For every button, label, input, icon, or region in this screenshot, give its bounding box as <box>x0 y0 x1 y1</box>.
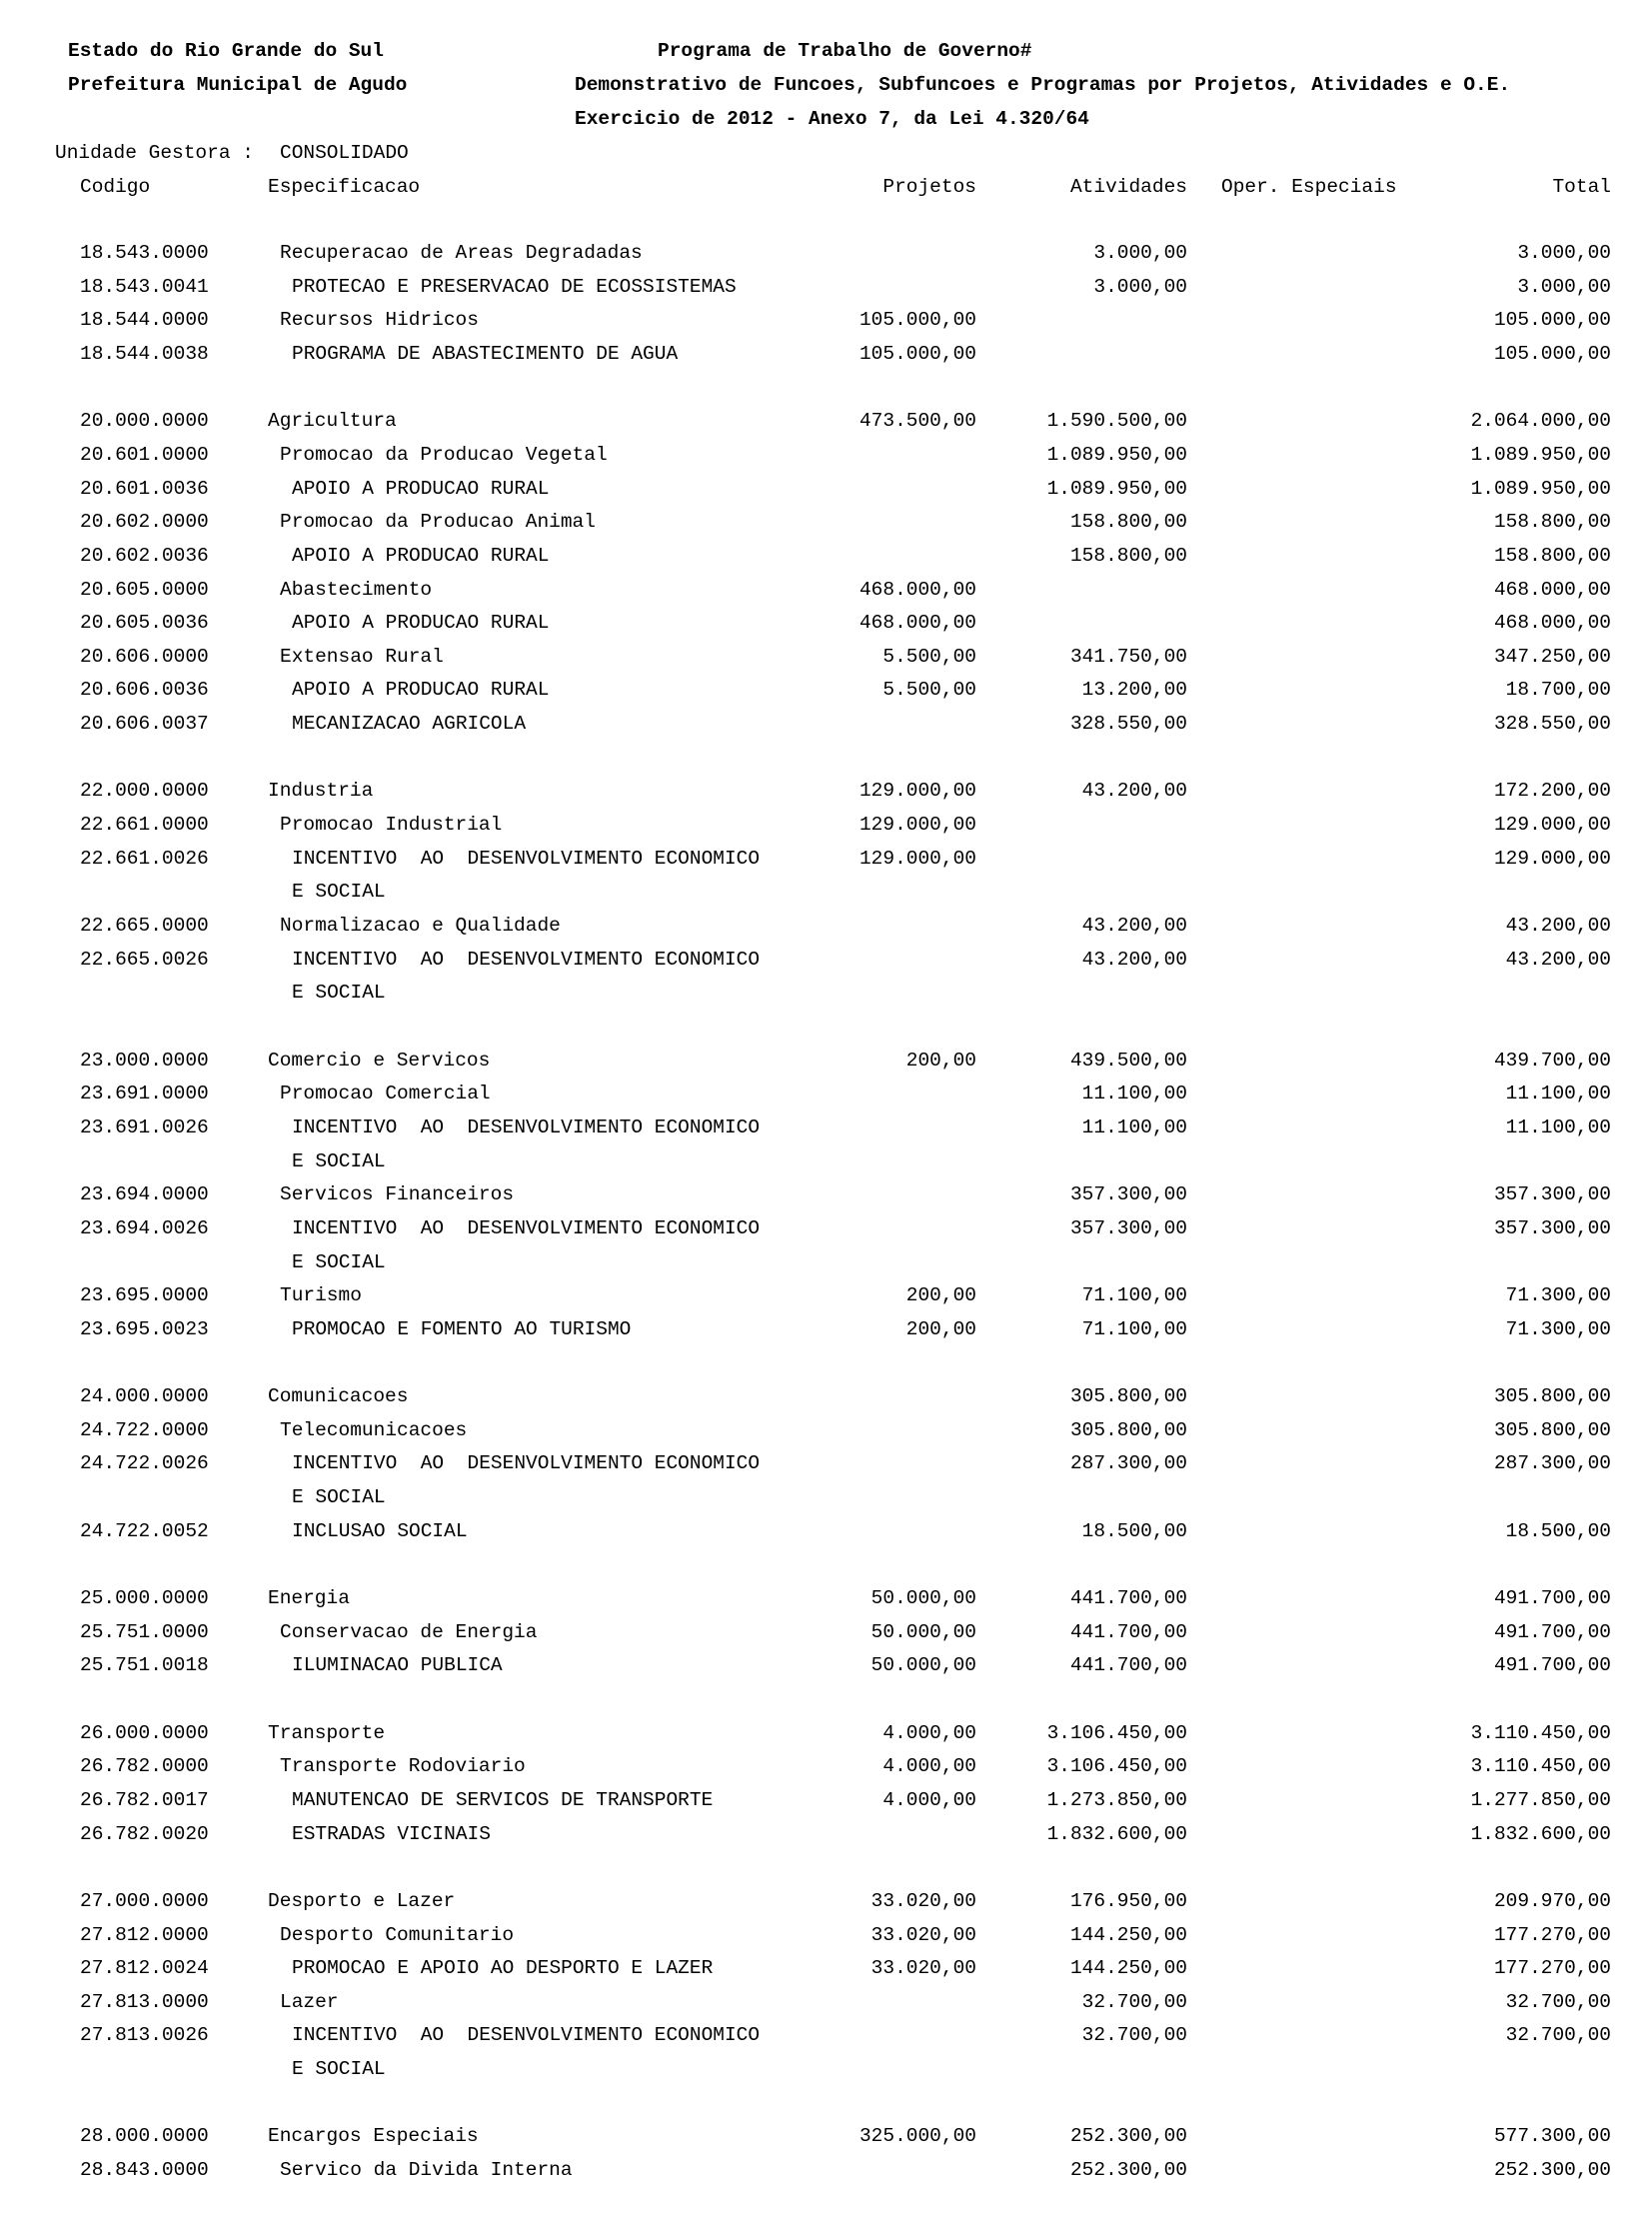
cell-projects: 325.000,00 <box>858 2125 976 2148</box>
cell-code: 27.000.0000 <box>80 1889 209 1912</box>
cell-code: 22.665.0000 <box>80 915 209 937</box>
cell-code: 24.000.0000 <box>80 1385 209 1408</box>
table-row <box>0 1150 1652 1184</box>
cell-activities: 43.200,00 <box>1081 780 1187 803</box>
cell-total: 1.832.600,00 <box>1470 1822 1611 1845</box>
table-row <box>0 511 1652 545</box>
table-row <box>0 377 1652 411</box>
cell-activities: 1.590.500,00 <box>1046 410 1187 433</box>
cell-activities: 43.200,00 <box>1081 915 1187 937</box>
cell-activities: 441.700,00 <box>1069 1654 1187 1677</box>
cell-total: 468.000,00 <box>1493 612 1611 635</box>
table-row <box>0 545 1652 579</box>
cell-code: 20.601.0000 <box>80 443 209 466</box>
column-header-spec: Especificacao <box>268 176 421 198</box>
cell-total: 43.200,00 <box>1505 948 1611 971</box>
cell-spec: Conservacao de Energia <box>280 1620 538 1643</box>
cell-activities: 71.100,00 <box>1081 1284 1187 1307</box>
cell-activities: 32.700,00 <box>1081 2024 1187 2047</box>
cell-code: 20.602.0036 <box>80 544 209 567</box>
cell-total: 18.700,00 <box>1505 679 1611 702</box>
cell-code: 20.601.0036 <box>80 477 209 500</box>
table-row <box>0 1351 1652 1385</box>
cell-spec: E SOCIAL <box>292 1486 386 1509</box>
cell-activities: 3.000,00 <box>1093 275 1187 298</box>
cell-total: 328.550,00 <box>1493 713 1611 736</box>
cell-activities: 11.100,00 <box>1081 1115 1187 1138</box>
table-row <box>0 949 1652 983</box>
cell-code: 20.602.0000 <box>80 511 209 534</box>
cell-total: 43.200,00 <box>1505 915 1611 937</box>
cell-code: 20.606.0036 <box>80 679 209 702</box>
cell-spec: E SOCIAL <box>292 1250 386 1273</box>
cell-spec: INCENTIVO AO DESENVOLVIMENTO ECONOMICO <box>292 2024 761 2047</box>
table-row <box>0 1755 1652 1789</box>
cell-projects: 5.500,00 <box>882 679 976 702</box>
table-row <box>0 747 1652 781</box>
cell-code: 20.606.0000 <box>80 645 209 668</box>
cell-activities: 176.950,00 <box>1069 1889 1187 1912</box>
cell-total: 3.110.450,00 <box>1470 1755 1611 1778</box>
table-row <box>0 2125 1652 2159</box>
cell-projects: 4.000,00 <box>882 1721 976 1744</box>
cell-total: 305.800,00 <box>1493 1385 1611 1408</box>
table-row <box>0 1116 1652 1150</box>
table-row <box>0 1722 1652 1756</box>
cell-code: 23.691.0026 <box>80 1115 209 1138</box>
table-row <box>0 1587 1652 1621</box>
cell-spec: Lazer <box>280 1990 339 2013</box>
cell-code: 27.812.0000 <box>80 1923 209 1946</box>
cell-spec: INCENTIVO AO DESENVOLVIMENTO ECONOMICO <box>292 847 761 870</box>
cell-projects: 4.000,00 <box>882 1788 976 1811</box>
cell-code: 22.665.0026 <box>80 948 209 971</box>
cell-code: 18.543.0000 <box>80 242 209 264</box>
table-row <box>0 1419 1652 1453</box>
cell-spec: Encargos Especiais <box>268 2125 479 2148</box>
cell-total: 177.270,00 <box>1493 1923 1611 1946</box>
cell-total: 3.000,00 <box>1517 242 1611 264</box>
table-row <box>0 2159 1652 2193</box>
cell-code: 26.782.0000 <box>80 1755 209 1778</box>
table-row <box>0 444 1652 478</box>
cell-total: 252.300,00 <box>1493 2159 1611 2182</box>
cell-projects: 33.020,00 <box>870 1957 976 1980</box>
table-row <box>0 612 1652 646</box>
cell-spec: APOIO A PRODUCAO RURAL <box>292 679 550 702</box>
cell-total: 105.000,00 <box>1493 309 1611 332</box>
cell-code: 28.000.0000 <box>80 2125 209 2148</box>
table-row <box>0 881 1652 915</box>
table-row <box>0 1183 1652 1217</box>
cell-total: 468.000,00 <box>1493 578 1611 601</box>
cell-projects: 468.000,00 <box>858 578 976 601</box>
cell-spec: Promocao da Producao Vegetal <box>280 443 608 466</box>
cell-activities: 328.550,00 <box>1069 713 1187 736</box>
cell-spec: E SOCIAL <box>292 1149 386 1172</box>
table-row <box>0 2092 1652 2126</box>
table-row <box>0 646 1652 680</box>
table-row <box>0 2024 1652 2058</box>
table-row <box>0 478 1652 512</box>
cell-activities: 357.300,00 <box>1069 1216 1187 1239</box>
cell-activities: 441.700,00 <box>1069 1587 1187 1609</box>
cell-projects: 33.020,00 <box>870 1923 976 1946</box>
state-name: Estado do Rio Grande do Sul <box>68 40 384 62</box>
cell-total: 129.000,00 <box>1493 847 1611 870</box>
cell-total: 1.089.950,00 <box>1470 443 1611 466</box>
table-row <box>0 1957 1652 1991</box>
column-header-projects: Projetos <box>882 176 976 198</box>
column-header-code: Codigo <box>80 176 151 198</box>
cell-spec: Comercio e Servicos <box>268 1049 491 1072</box>
cell-total: 129.000,00 <box>1493 814 1611 837</box>
table-row <box>0 276 1652 310</box>
cell-total: 357.300,00 <box>1493 1183 1611 1206</box>
cell-spec: APOIO A PRODUCAO RURAL <box>292 544 550 567</box>
cell-total: 491.700,00 <box>1493 1587 1611 1609</box>
cell-code: 20.606.0037 <box>80 713 209 736</box>
cell-code: 27.813.0000 <box>80 1990 209 2013</box>
cell-activities: 11.100,00 <box>1081 1083 1187 1106</box>
table-row <box>0 713 1652 747</box>
cell-activities: 252.300,00 <box>1069 2159 1187 2182</box>
cell-spec: Energia <box>268 1587 350 1609</box>
cell-activities: 287.300,00 <box>1069 1452 1187 1475</box>
cell-total: 439.700,00 <box>1493 1049 1611 1072</box>
cell-code: 22.661.0000 <box>80 814 209 837</box>
table-row <box>0 915 1652 949</box>
cell-spec: INCENTIVO AO DESENVOLVIMENTO ECONOMICO <box>292 1452 761 1475</box>
municipality-name: Prefeitura Municipal de Agudo <box>68 74 408 96</box>
cell-activities: 144.250,00 <box>1069 1923 1187 1946</box>
cell-total: 491.700,00 <box>1493 1620 1611 1643</box>
cell-code: 24.722.0000 <box>80 1418 209 1441</box>
cell-spec: Promocao Industrial <box>280 814 503 837</box>
cell-projects: 33.020,00 <box>870 1889 976 1912</box>
cell-projects: 468.000,00 <box>858 612 976 635</box>
cell-spec: E SOCIAL <box>292 2058 386 2081</box>
cell-code: 23.694.0026 <box>80 1216 209 1239</box>
cell-code: 18.543.0041 <box>80 275 209 298</box>
table-row <box>0 1924 1652 1958</box>
cell-projects: 200,00 <box>905 1049 976 1072</box>
cell-spec: Normalizacao e Qualidade <box>280 915 561 937</box>
cell-code: 26.000.0000 <box>80 1721 209 1744</box>
cell-code: 25.751.0000 <box>80 1620 209 1643</box>
cell-total: 1.277.850,00 <box>1470 1788 1611 1811</box>
cell-spec: INCLUSAO SOCIAL <box>292 1519 468 1542</box>
cell-spec: Abastecimento <box>280 578 433 601</box>
table-row <box>0 1083 1652 1116</box>
cell-spec: INCENTIVO AO DESENVOLVIMENTO ECONOMICO <box>292 1216 761 1239</box>
table-row <box>0 1217 1652 1251</box>
cell-projects: 4.000,00 <box>882 1755 976 1778</box>
column-header-total: Total <box>1552 176 1611 198</box>
table-row <box>0 1318 1652 1352</box>
cell-spec: E SOCIAL <box>292 982 386 1005</box>
cell-activities: 439.500,00 <box>1069 1049 1187 1072</box>
cell-spec: Servicos Financeiros <box>280 1183 515 1206</box>
cell-spec: APOIO A PRODUCAO RURAL <box>292 612 550 635</box>
cell-code: 26.782.0017 <box>80 1788 209 1811</box>
cell-code: 23.000.0000 <box>80 1049 209 1072</box>
table-row <box>0 1688 1652 1722</box>
column-header-activities: Atividades <box>1069 176 1187 198</box>
cell-projects: 50.000,00 <box>870 1654 976 1677</box>
cell-spec: Industria <box>268 780 374 803</box>
table-row <box>0 410 1652 444</box>
table-row <box>0 1016 1652 1050</box>
cell-spec: Servico da Divida Interna <box>280 2159 573 2182</box>
cell-projects: 473.500,00 <box>858 410 976 433</box>
cell-projects: 50.000,00 <box>870 1620 976 1643</box>
cell-activities: 357.300,00 <box>1069 1183 1187 1206</box>
cell-total: 177.270,00 <box>1493 1957 1611 1980</box>
table-row <box>0 1385 1652 1419</box>
cell-code: 20.000.0000 <box>80 410 209 433</box>
table-row <box>0 1789 1652 1823</box>
cell-projects: 200,00 <box>905 1317 976 1340</box>
table-row <box>0 1823 1652 1857</box>
cell-spec: Comunicacoes <box>268 1385 409 1408</box>
table-row <box>0 1553 1652 1587</box>
table-row <box>0 1050 1652 1084</box>
cell-activities: 158.800,00 <box>1069 544 1187 567</box>
cell-code: 20.605.0036 <box>80 612 209 635</box>
table-row <box>0 780 1652 814</box>
cell-spec: Transporte <box>268 1721 386 1744</box>
cell-spec: Promocao Comercial <box>280 1083 491 1106</box>
cell-total: 287.300,00 <box>1493 1452 1611 1475</box>
cell-total: 305.800,00 <box>1493 1418 1611 1441</box>
cell-spec: Desporto e Lazer <box>268 1889 456 1912</box>
cell-code: 27.813.0026 <box>80 2024 209 2047</box>
cell-projects: 200,00 <box>905 1284 976 1307</box>
cell-code: 22.661.0026 <box>80 847 209 870</box>
unit-label: Unidade Gestora : <box>55 142 254 164</box>
cell-total: 209.970,00 <box>1493 1889 1611 1912</box>
cell-total: 1.089.950,00 <box>1470 477 1611 500</box>
cell-total: 158.800,00 <box>1493 511 1611 534</box>
cell-spec: Turismo <box>280 1284 362 1307</box>
table-row <box>0 1452 1652 1486</box>
cell-total: 32.700,00 <box>1505 2024 1611 2047</box>
cell-activities: 13.200,00 <box>1081 679 1187 702</box>
cell-spec: Transporte Rodoviario <box>280 1755 526 1778</box>
table-row <box>0 579 1652 613</box>
cell-spec: Recuperacao de Areas Degradadas <box>280 242 643 264</box>
report-subtitle: Demonstrativo de Funcoes, Subfuncoes e Programas por Projetos, Atividades e O.E. <box>575 74 1511 96</box>
cell-total: 11.100,00 <box>1505 1115 1611 1138</box>
cell-projects: 5.500,00 <box>882 645 976 668</box>
cell-spec: Desporto Comunitario <box>280 1923 515 1946</box>
cell-activities: 3.000,00 <box>1093 242 1187 264</box>
cell-code: 25.000.0000 <box>80 1587 209 1609</box>
cell-total: 357.300,00 <box>1493 1216 1611 1239</box>
cell-projects: 129.000,00 <box>858 847 976 870</box>
cell-activities: 1.089.950,00 <box>1046 477 1187 500</box>
table-row <box>0 1486 1652 1520</box>
cell-total: 11.100,00 <box>1505 1083 1611 1106</box>
table-row <box>0 2058 1652 2092</box>
report-title: Programa de Trabalho de Governo# <box>658 40 1032 62</box>
cell-spec: ILUMINACAO PUBLICA <box>292 1654 503 1677</box>
table-row <box>0 1856 1652 1890</box>
cell-total: 172.200,00 <box>1493 780 1611 803</box>
cell-activities: 305.800,00 <box>1069 1418 1187 1441</box>
cell-total: 71.300,00 <box>1505 1317 1611 1340</box>
cell-projects: 105.000,00 <box>858 342 976 365</box>
cell-spec: Recursos Hidricos <box>280 309 479 332</box>
cell-activities: 3.106.450,00 <box>1046 1755 1187 1778</box>
cell-total: 3.000,00 <box>1517 275 1611 298</box>
cell-spec: MECANIZACAO AGRICOLA <box>292 713 527 736</box>
table-row <box>0 814 1652 848</box>
cell-projects: 50.000,00 <box>870 1587 976 1609</box>
cell-code: 22.000.0000 <box>80 780 209 803</box>
cell-projects: 129.000,00 <box>858 780 976 803</box>
table-row <box>0 1284 1652 1318</box>
cell-spec: INCENTIVO AO DESENVOLVIMENTO ECONOMICO <box>292 1115 761 1138</box>
column-header-special: Oper. Especiais <box>1221 176 1397 198</box>
table-row <box>0 242 1652 276</box>
table-row <box>0 1621 1652 1655</box>
cell-code: 25.751.0018 <box>80 1654 209 1677</box>
table-row <box>0 343 1652 377</box>
cell-spec: Telecomunicacoes <box>280 1418 468 1441</box>
cell-activities: 18.500,00 <box>1081 1519 1187 1542</box>
cell-code: 18.544.0038 <box>80 342 209 365</box>
cell-code: 23.695.0000 <box>80 1284 209 1307</box>
cell-code: 23.695.0023 <box>80 1317 209 1340</box>
cell-spec: E SOCIAL <box>292 881 386 904</box>
cell-total: 577.300,00 <box>1493 2125 1611 2148</box>
cell-spec: PROMOCAO E FOMENTO AO TURISMO <box>292 1317 632 1340</box>
cell-activities: 3.106.450,00 <box>1046 1721 1187 1744</box>
table-row <box>0 1654 1652 1688</box>
cell-activities: 144.250,00 <box>1069 1957 1187 1980</box>
cell-total: 158.800,00 <box>1493 544 1611 567</box>
table-row <box>0 1890 1652 1924</box>
cell-code: 24.722.0026 <box>80 1452 209 1475</box>
table-row <box>0 982 1652 1016</box>
cell-spec: PROMOCAO E APOIO AO DESPORTO E LAZER <box>292 1957 714 1980</box>
cell-total: 3.110.450,00 <box>1470 1721 1611 1744</box>
cell-spec: Agricultura <box>268 410 397 433</box>
cell-spec: MANUTENCAO DE SERVICOS DE TRANSPORTE <box>292 1788 714 1811</box>
cell-total: 18.500,00 <box>1505 1519 1611 1542</box>
cell-activities: 305.800,00 <box>1069 1385 1187 1408</box>
cell-code: 18.544.0000 <box>80 309 209 332</box>
cell-activities: 441.700,00 <box>1069 1620 1187 1643</box>
table-row <box>0 848 1652 882</box>
cell-activities: 32.700,00 <box>1081 1990 1187 2013</box>
report-exercise: Exercicio de 2012 - Anexo 7, da Lei 4.320/64 <box>575 108 1089 130</box>
cell-code: 20.605.0000 <box>80 578 209 601</box>
cell-total: 32.700,00 <box>1505 1990 1611 2013</box>
cell-activities: 341.750,00 <box>1069 645 1187 668</box>
cell-spec: ESTRADAS VICINAIS <box>292 1822 491 1845</box>
cell-code: 26.782.0020 <box>80 1822 209 1845</box>
cell-spec: Promocao da Producao Animal <box>280 511 596 534</box>
cell-total: 347.250,00 <box>1493 645 1611 668</box>
cell-activities: 1.089.950,00 <box>1046 443 1187 466</box>
unit-value: CONSOLIDADO <box>280 142 409 164</box>
cell-projects: 129.000,00 <box>858 814 976 837</box>
cell-code: 28.843.0000 <box>80 2159 209 2182</box>
cell-spec: INCENTIVO AO DESENVOLVIMENTO ECONOMICO <box>292 948 761 971</box>
cell-total: 105.000,00 <box>1493 342 1611 365</box>
table-row <box>0 1520 1652 1554</box>
cell-total: 71.300,00 <box>1505 1284 1611 1307</box>
cell-activities: 43.200,00 <box>1081 948 1187 971</box>
cell-spec: Extensao Rural <box>280 645 444 668</box>
cell-activities: 252.300,00 <box>1069 2125 1187 2148</box>
table-row <box>0 1251 1652 1285</box>
cell-total: 491.700,00 <box>1493 1654 1611 1677</box>
cell-total: 2.064.000,00 <box>1470 410 1611 433</box>
cell-activities: 1.832.600,00 <box>1046 1822 1187 1845</box>
table-row <box>0 309 1652 343</box>
cell-activities: 158.800,00 <box>1069 511 1187 534</box>
table-row <box>0 679 1652 713</box>
cell-activities: 71.100,00 <box>1081 1317 1187 1340</box>
cell-spec: APOIO A PRODUCAO RURAL <box>292 477 550 500</box>
cell-spec: PROTECAO E PRESERVACAO DE ECOSSISTEMAS <box>292 275 737 298</box>
table-row <box>0 1991 1652 2025</box>
cell-activities: 1.273.850,00 <box>1046 1788 1187 1811</box>
cell-code: 23.691.0000 <box>80 1083 209 1106</box>
cell-spec: PROGRAMA DE ABASTECIMENTO DE AGUA <box>292 342 679 365</box>
cell-code: 23.694.0000 <box>80 1183 209 1206</box>
cell-projects: 105.000,00 <box>858 309 976 332</box>
cell-code: 27.812.0024 <box>80 1957 209 1980</box>
cell-code: 24.722.0052 <box>80 1519 209 1542</box>
